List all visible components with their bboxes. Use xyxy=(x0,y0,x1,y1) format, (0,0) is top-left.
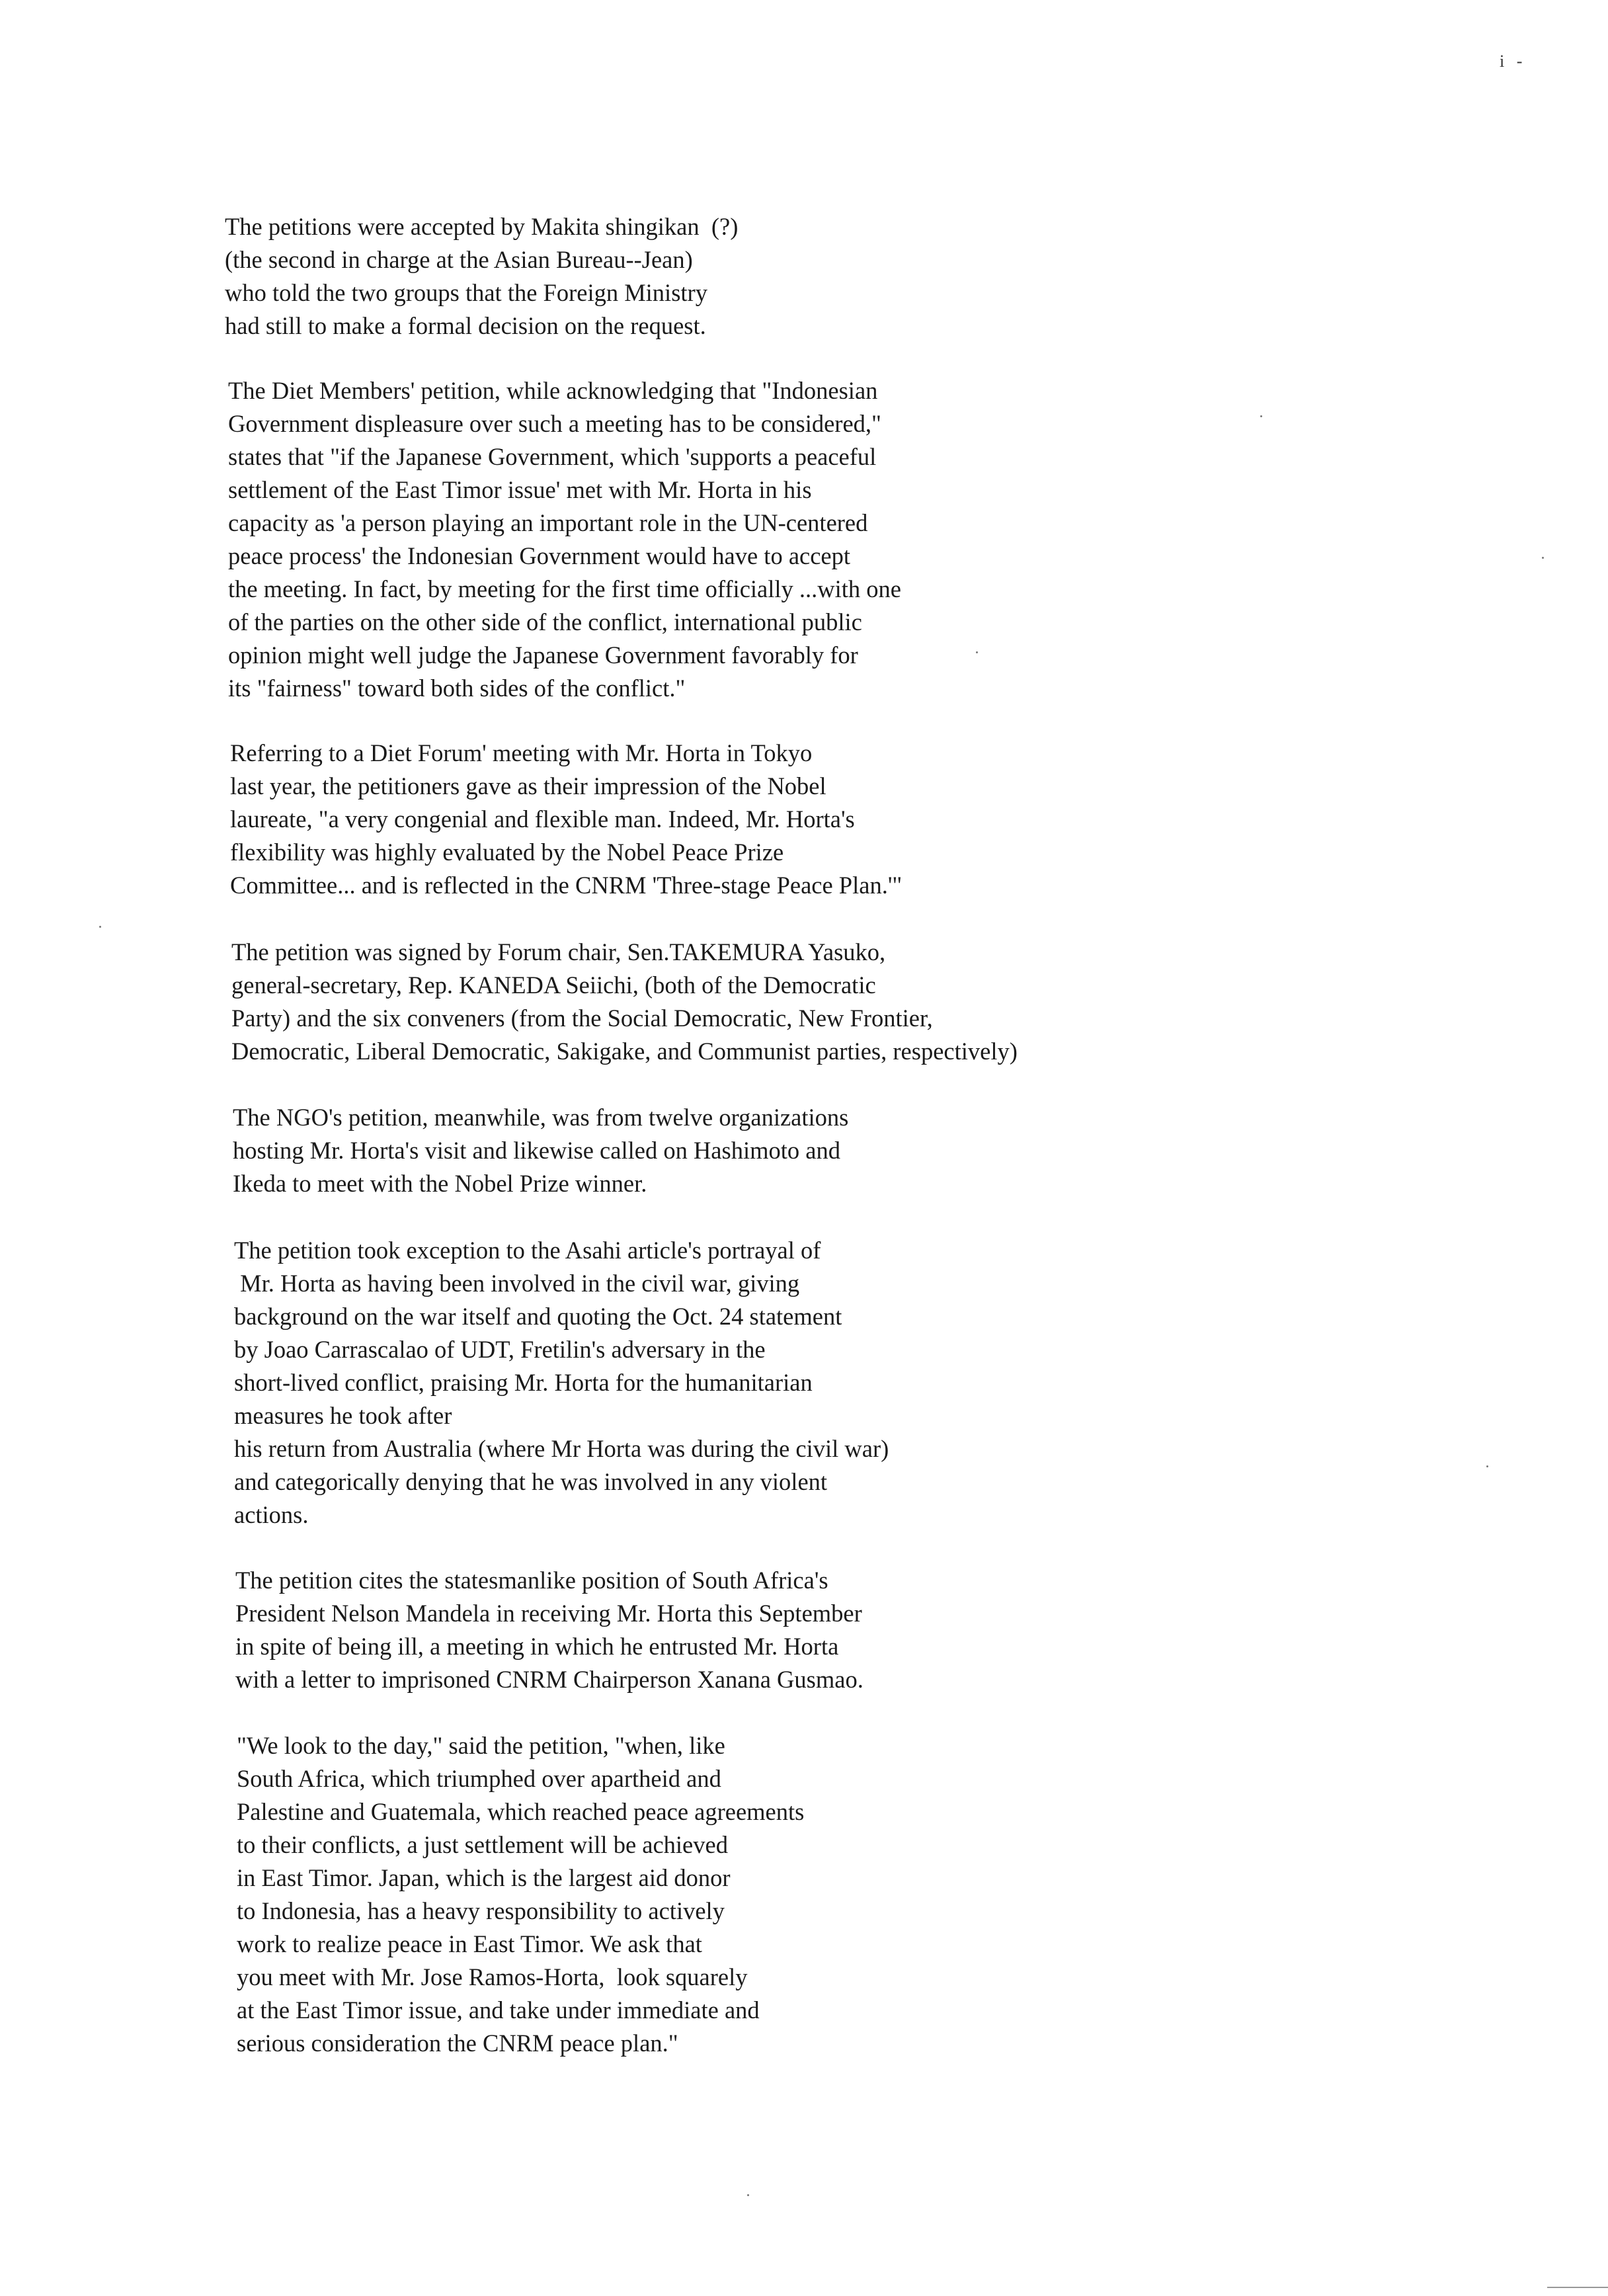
scan-speck xyxy=(1486,1465,1488,1467)
text-line: settlement of the East Timor issue' met with Mr. Horta in his xyxy=(228,476,812,503)
text-line: Democratic, Liberal Democratic, Sakigake, and Communist parties, respectively) xyxy=(231,1038,1018,1065)
text-line: with a letter to imprisoned CNRM Chairperson Xanana Gusmao. xyxy=(235,1666,864,1693)
text-line: actions. xyxy=(234,1501,309,1528)
text-line: The petition took exception to the Asahi article's portrayal of xyxy=(234,1237,821,1264)
paragraph-makita-petitions xyxy=(225,210,738,343)
text-line: background on the war itself and quoting the Oct. 24 statement xyxy=(234,1303,842,1330)
text-line: opinion might well judge the Japanese Government favorably for xyxy=(228,641,858,669)
text-line: South Africa, which triumphed over apartheid and xyxy=(237,1765,721,1792)
text-line: The Diet Members' petition, while acknowledging that "Indonesian xyxy=(228,377,878,404)
text-line: states that "if the Japanese Government, which 'supports a peaceful xyxy=(228,443,877,470)
text-line: short-lived conflict, praising Mr. Horta for the humanitarian xyxy=(234,1369,813,1396)
text-line: Committee... and is reflected in the CNRM 'Three-stage Peace Plan.'" xyxy=(230,872,903,899)
paragraph-asahi-exception xyxy=(234,1234,889,1532)
text-line: laureate, "a very congenial and flexible man. Indeed, Mr. Horta's xyxy=(230,805,855,833)
text-line: Government displeasure over such a meeting has to be considered," xyxy=(228,410,881,437)
text-line: had still to make a formal decision on the request. xyxy=(225,312,706,339)
text-line: work to realize peace in East Timor. We ask that xyxy=(237,1930,702,1957)
scan-speck xyxy=(747,2194,749,2196)
text-line: last year, the petitioners gave as their impression of the Nobel xyxy=(230,772,826,800)
scan-speck xyxy=(1542,557,1544,559)
text-line: and categorically denying that he was involved in any violent xyxy=(234,1468,828,1495)
text-line: The petitions were accepted by Makita shingikan (?) xyxy=(225,213,739,240)
paragraph-mandela xyxy=(235,1564,864,1696)
text-line: hosting Mr. Horta's visit and likewise called on Hashimoto and xyxy=(233,1137,840,1164)
paragraph-petition-quote xyxy=(237,1729,804,2060)
text-line: The NGO's petition, meanwhile, was from twelve organizations xyxy=(233,1104,849,1131)
text-line: general-secretary, Rep. KANEDA Seiichi, (both of the Democratic xyxy=(231,971,876,999)
text-line: to their conflicts, a just settlement will be achieved xyxy=(237,1831,728,1858)
text-line: Mr. Horta as having been involved in the civil war, giving xyxy=(234,1270,800,1297)
text-line: President Nelson Mandela in receiving Mr. Horta this September xyxy=(235,1600,862,1627)
paragraph-petition-signatories xyxy=(231,936,1018,1068)
paragraph-ngo-petition xyxy=(233,1101,848,1200)
text-line: in spite of being ill, a meeting in which he entrusted Mr. Horta xyxy=(235,1633,839,1660)
text-line: by Joao Carrascalao of UDT, Fretilin's adversary in the xyxy=(234,1336,766,1363)
text-line: to Indonesia, has a heavy responsibility to actively xyxy=(237,1897,725,1924)
text-line: who told the two groups that the Foreign Ministry xyxy=(225,279,707,306)
text-line: you meet with Mr. Jose Ramos-Horta, look squarely xyxy=(237,1963,748,1990)
text-line: Palestine and Guatemala, which reached peace agreements xyxy=(237,1798,805,1825)
text-line: measures he took after xyxy=(234,1402,452,1429)
text-line: "We look to the day," said the petition, "when, like xyxy=(237,1732,725,1759)
text-line: its "fairness" toward both sides of the conflict." xyxy=(228,675,686,702)
text-line: peace process' the Indonesian Government would have to accept xyxy=(228,542,851,569)
text-line: in East Timor. Japan, which is the largest aid donor xyxy=(237,1864,731,1891)
text-line: (the second in charge at the Asian Bureau--Jean) xyxy=(225,246,693,273)
text-line: at the East Timor issue, and take under immediate and xyxy=(237,1996,760,2024)
text-line: his return from Australia (where Mr Horta was during the civil war) xyxy=(234,1435,889,1462)
text-line: Ikeda to meet with the Nobel Prize winner. xyxy=(233,1170,647,1197)
text-line: Referring to a Diet Forum' meeting with Mr. Horta in Tokyo xyxy=(230,739,813,766)
scan-speck xyxy=(1260,415,1262,417)
text-line: The petition cites the statesmanlike position of South Africa's xyxy=(235,1567,828,1594)
text-line: flexibility was highly evaluated by the Nobel Peace Prize xyxy=(230,839,784,866)
text-line: serious consideration the CNRM peace plan." xyxy=(237,2030,678,2057)
text-line: capacity as 'a person playing an important role in the UN-centered xyxy=(228,509,868,536)
paragraph-diet-members-petition xyxy=(228,374,901,705)
text-line: of the parties on the other side of the conflict, international public xyxy=(228,608,862,636)
text-line: the meeting. In fact, by meeting for the first time officially ...with one xyxy=(228,575,901,602)
text-line: The petition was signed by Forum chair, Sen.TAKEMURA Yasuko, xyxy=(231,938,886,965)
scan-speck xyxy=(976,651,978,653)
scan-speck xyxy=(99,926,101,928)
scan-edge-line xyxy=(1547,2287,1608,2288)
text-line: Party) and the six conveners (from the Social Democratic, New Frontier, xyxy=(231,1004,933,1032)
page-corner-mark: i - xyxy=(1500,52,1527,71)
paragraph-diet-forum-meeting xyxy=(230,737,902,902)
